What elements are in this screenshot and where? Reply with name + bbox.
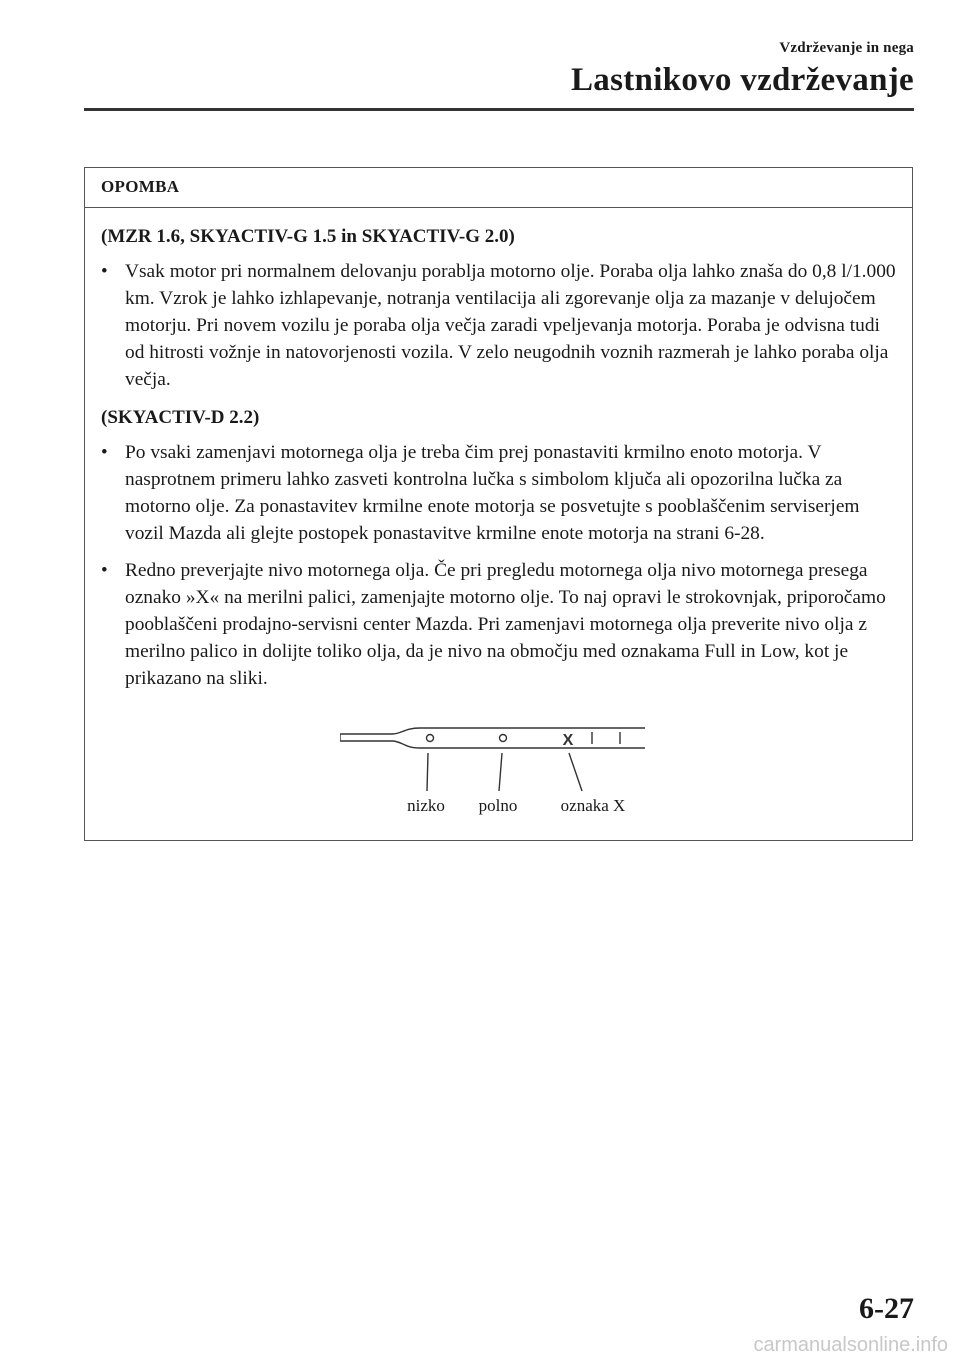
bullet-icon: •	[101, 560, 108, 581]
leader-line-low	[427, 753, 428, 791]
note-box	[84, 167, 913, 841]
label-x-mark: oznaka X	[560, 796, 626, 815]
section-title-petrol: (MZR 1.6, SKYACTIV-G 1.5 in SKYACTIV-G 2.0)	[101, 226, 515, 247]
page-number: 6-27	[859, 1292, 914, 1325]
bullet-icon: •	[101, 442, 108, 463]
page-title: Lastnikovo vzdrževanje	[571, 62, 914, 98]
header-divider	[84, 108, 914, 111]
list-item	[101, 439, 896, 547]
watermark-link[interactable]: carmanualsonline.info	[753, 1334, 948, 1356]
label-full: polno	[478, 796, 518, 815]
leader-line-full	[499, 753, 502, 791]
x-mark-glyph: X	[562, 732, 574, 749]
low-mark-icon	[427, 735, 434, 742]
dipstick-handle-lower	[340, 741, 645, 748]
note-heading: OPOMBA	[85, 168, 912, 208]
label-low: nizko	[407, 796, 445, 815]
header-section-label: Vzdrževanje in nega	[779, 40, 914, 56]
bullet-text: Vsak motor pri normalnem delovanju porablja motorno olje. Poraba olja lahko znaša do 0,8 l/1.000 km. Vzrok je lahko izhlapevanje, notranja ventilacija ali zgorevanje olja za mazanje v delujočem motorju. Pri novem vozilu je poraba olja večja zaradi vpeljevanja motorja. Poraba je odvisna tudi od hitrosti vožnje in natovorjenosti vozila. V zelo neugodnih voznih razmerah je lahko poraba olja večja.	[125, 261, 896, 390]
list-item	[101, 258, 896, 393]
note-body	[85, 208, 912, 692]
list-item	[101, 557, 896, 692]
dipstick-handle	[340, 728, 645, 734]
full-mark-icon	[500, 735, 507, 742]
leader-line-x	[569, 753, 582, 791]
section-title-diesel: (SKYACTIV-D 2.2)	[101, 407, 260, 428]
bullet-text: Po vsaki zamenjavi motornega olja je treba čim prej ponastaviti krmilno enoto motorja. V nasprotnem primeru lahko zasveti kontrolna lučka s simbolom ključa ali opozorilna lučka za motorno olje. Za ponastavitev krmilne enote motorja se posvetujte s pooblaščenim serviserjem vozil Mazda ali glejte postopek ponastavitve krmilne enote motorja na strani 6-28.	[125, 442, 860, 544]
bullet-text: Redno preverjajte nivo motornega olja. Če pri pregledu motornega olja nivo motornega presega oznako »X« na merilni palici, zamenjajte motorno olje. To naj opravi le strokovnjak, priporočamo pooblaščeni prodajno-servisni center Mazda. Pri zamenjavi motornega olja preverite nivo olja z merilno palico in dolijte toliko olja, da je nivo na območju med oznakama Full in Low, kot je prikazano na sliki.	[125, 560, 886, 689]
dipstick-diagram	[340, 723, 660, 823]
bullet-icon: •	[101, 261, 108, 282]
